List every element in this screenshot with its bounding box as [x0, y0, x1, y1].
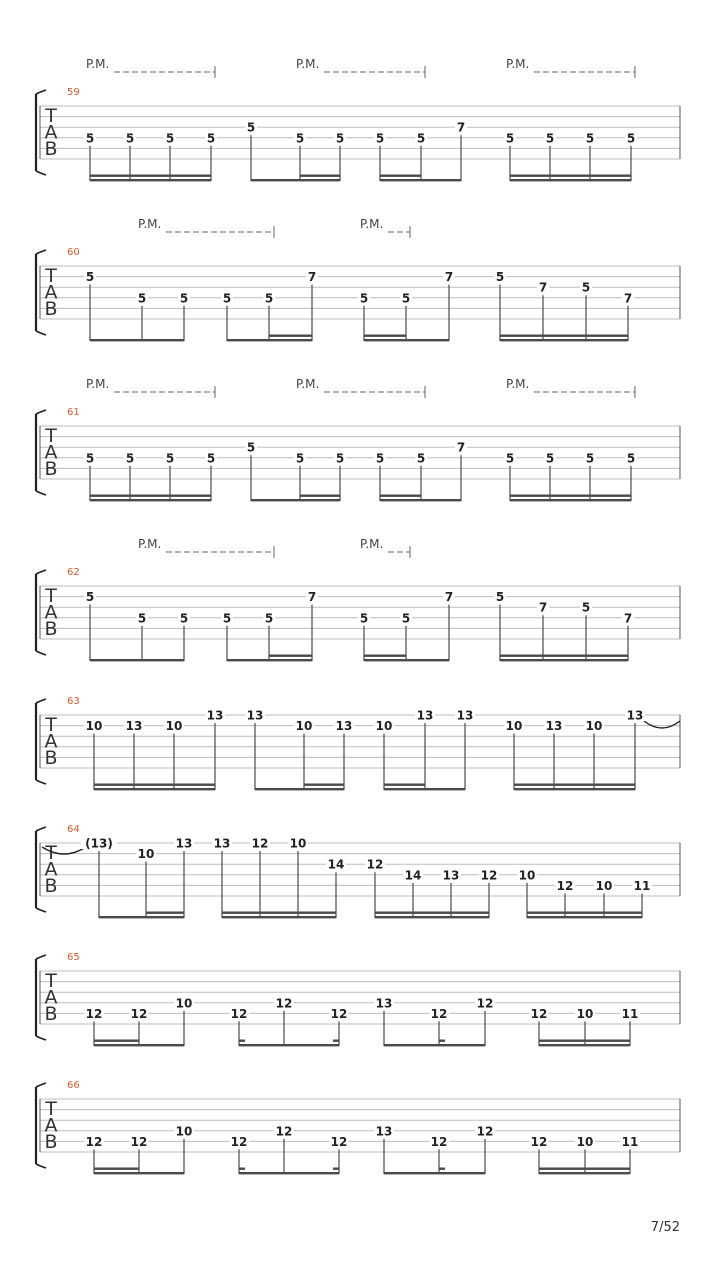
- beam-secondary: [380, 495, 421, 497]
- fret-number: 11: [621, 1006, 639, 1021]
- fret-number: 13: [175, 836, 193, 851]
- beam-primary: [94, 1044, 184, 1046]
- fret-number: 5: [179, 611, 189, 626]
- fret-number: 10: [295, 719, 313, 734]
- beam-secondary: [146, 912, 184, 914]
- beam-secondary: [300, 495, 340, 497]
- beam-secondary: [90, 495, 211, 497]
- fret-number: 5: [165, 451, 175, 466]
- tab-clef-letter: A: [44, 441, 58, 464]
- fret-number: 12: [251, 836, 269, 851]
- fret-number: 12: [85, 1134, 103, 1149]
- tab-clef-letter: A: [44, 281, 58, 304]
- bracket-bottom-hook: [36, 908, 46, 912]
- beam-primary: [90, 499, 211, 501]
- fret-number: 7: [307, 270, 317, 285]
- fret-number: (13): [85, 836, 113, 851]
- fret-number: 5: [545, 131, 555, 146]
- fret-number: 5: [335, 131, 345, 146]
- fret-number: 12: [480, 868, 498, 883]
- fret-number: 5: [416, 451, 426, 466]
- fret-number: 10: [289, 836, 307, 851]
- fret-number: 13: [416, 708, 434, 723]
- fret-number: 5: [222, 611, 232, 626]
- tab-clef-letter: B: [44, 1131, 58, 1153]
- beam-primary: [384, 788, 465, 790]
- beam-secondary: [539, 1168, 630, 1170]
- beam-secondary: [500, 335, 628, 337]
- fret-number: 13: [125, 719, 143, 734]
- fret-number: 5: [137, 291, 147, 306]
- fret-number: 5: [401, 611, 411, 626]
- fret-number: 12: [85, 1006, 103, 1021]
- beam-secondary: [300, 175, 340, 177]
- fret-number: 5: [264, 291, 274, 306]
- fret-number: 13: [375, 1124, 393, 1139]
- fret-number: 7: [456, 440, 466, 455]
- palm-mute-label: P.M.: [86, 377, 110, 391]
- beam-primary: [255, 788, 344, 790]
- fret-number: 5: [85, 270, 95, 285]
- fret-number: 7: [456, 120, 466, 135]
- fret-number: 10: [518, 868, 536, 883]
- tab-clef-letter: B: [44, 1003, 58, 1025]
- beam-secondary: [380, 175, 421, 177]
- beam-primary: [251, 179, 340, 181]
- beam-primary: [227, 659, 312, 661]
- beam-secondary: [364, 335, 406, 337]
- fret-number: 5: [222, 291, 232, 306]
- beam-primary: [94, 1172, 184, 1174]
- palm-mute-label: P.M.: [296, 377, 320, 391]
- fret-number: 5: [179, 291, 189, 306]
- bracket-top-hook: [36, 570, 46, 574]
- tab-clef-letter: T: [45, 425, 57, 447]
- palm-mute-label: P.M.: [506, 57, 530, 71]
- fret-number: 12: [476, 996, 494, 1011]
- measure-number: 66: [67, 1080, 80, 1091]
- beam-secondary: [364, 655, 406, 657]
- fret-number: 5: [246, 440, 256, 455]
- beam-primary: [239, 1044, 339, 1046]
- fret-number: 7: [538, 600, 548, 615]
- fret-number: 10: [585, 719, 603, 734]
- bracket-bottom-hook: [36, 651, 46, 655]
- fret-number: 5: [581, 600, 591, 615]
- measure-number: 60: [67, 247, 80, 258]
- measure-number: 64: [67, 824, 80, 835]
- page-number: 7/52: [650, 1220, 680, 1235]
- beam-primary: [90, 659, 184, 661]
- tab-clef-letter: A: [44, 730, 58, 753]
- fret-number: 5: [505, 131, 515, 146]
- beam-primary: [384, 1044, 485, 1046]
- palm-mute-label: P.M.: [360, 217, 384, 231]
- beam-secondary: [539, 1040, 630, 1042]
- fret-number: 12: [330, 1006, 348, 1021]
- tab-clef-letter: A: [44, 121, 58, 144]
- fret-number: 5: [206, 451, 216, 466]
- palm-mute-label: P.M.: [86, 57, 110, 71]
- fret-number: 5: [505, 451, 515, 466]
- beam-secondary: [94, 1040, 139, 1042]
- beam-primary: [239, 1172, 339, 1174]
- beam-secondary: [269, 655, 312, 657]
- beam-primary: [90, 339, 184, 341]
- beam-primary: [380, 179, 461, 181]
- fret-number: 5: [585, 131, 595, 146]
- beam-primary: [375, 916, 489, 918]
- beam-secondary: [514, 784, 635, 786]
- fret-number: 10: [576, 1134, 594, 1149]
- fret-number: 13: [206, 708, 224, 723]
- fret-number: 13: [246, 708, 264, 723]
- bracket-top-hook: [36, 410, 46, 414]
- beam-secondary: [222, 912, 336, 914]
- beam-primary: [384, 1172, 485, 1174]
- fret-number: 5: [295, 131, 305, 146]
- fret-number: 5: [359, 611, 369, 626]
- fret-number: 14: [404, 868, 422, 883]
- fret-number: 7: [538, 280, 548, 295]
- beam-primary: [251, 499, 340, 501]
- beam-primary: [90, 179, 211, 181]
- beam-secondary: [510, 175, 631, 177]
- fret-number: 5: [335, 451, 345, 466]
- bracket-bottom-hook: [36, 1036, 46, 1040]
- beam-primary: [94, 788, 215, 790]
- tab-clef-letter: B: [44, 138, 58, 160]
- fret-number: 13: [375, 996, 393, 1011]
- fret-number: 12: [430, 1134, 448, 1149]
- tab-clef-letter: A: [44, 986, 58, 1009]
- beam-primary: [510, 499, 631, 501]
- tab-clef-letter: B: [44, 747, 58, 769]
- tab-clef-letter: T: [45, 970, 57, 992]
- fret-number: 5: [626, 451, 636, 466]
- bracket-top-hook: [36, 827, 46, 831]
- tab-clef-letter: T: [45, 1098, 57, 1120]
- beam-primary: [539, 1172, 630, 1174]
- fret-number: 5: [545, 451, 555, 466]
- fret-number: 10: [175, 1124, 193, 1139]
- beam-primary: [380, 499, 461, 501]
- palm-mute-label: P.M.: [138, 537, 162, 551]
- tab-clef-letter: T: [45, 265, 57, 287]
- beam-stub: [333, 1168, 339, 1170]
- fret-number: 7: [444, 590, 454, 605]
- tab-clef-letter: T: [45, 585, 57, 607]
- bracket-bottom-hook: [36, 1164, 46, 1168]
- fret-number: 12: [230, 1006, 248, 1021]
- beam-stub: [239, 1168, 245, 1170]
- fret-number: 5: [295, 451, 305, 466]
- fret-number: 5: [375, 131, 385, 146]
- fret-number: 5: [585, 451, 595, 466]
- beam-secondary: [527, 912, 642, 914]
- fret-number: 7: [307, 590, 317, 605]
- fret-number: 5: [137, 611, 147, 626]
- beam-primary: [99, 916, 184, 918]
- fret-number: 10: [375, 719, 393, 734]
- palm-mute-label: P.M.: [360, 537, 384, 551]
- palm-mute-label: P.M.: [138, 217, 162, 231]
- fret-number: 13: [545, 719, 563, 734]
- palm-mute-label: P.M.: [296, 57, 320, 71]
- beam-primary: [500, 339, 628, 341]
- tab-clef-letter: A: [44, 1114, 58, 1137]
- fret-number: 5: [206, 131, 216, 146]
- tab-clef-letter: A: [44, 858, 58, 881]
- fret-number: 5: [626, 131, 636, 146]
- bracket-bottom-hook: [36, 780, 46, 784]
- fret-number: 10: [175, 996, 193, 1011]
- beam-secondary: [510, 495, 631, 497]
- tab-clef-letter: B: [44, 618, 58, 640]
- fret-number: 5: [359, 291, 369, 306]
- beam-primary: [500, 659, 628, 661]
- tab-clef-letter: T: [45, 714, 57, 736]
- fret-number: 5: [85, 131, 95, 146]
- fret-number: 5: [165, 131, 175, 146]
- beam-primary: [364, 339, 449, 341]
- fret-number: 5: [401, 291, 411, 306]
- fret-number: 14: [327, 857, 345, 872]
- fret-number: 13: [456, 708, 474, 723]
- bracket-bottom-hook: [36, 491, 46, 495]
- beam-secondary: [94, 1168, 139, 1170]
- bracket-bottom-hook: [36, 171, 46, 175]
- beam-primary: [227, 339, 312, 341]
- fret-number: 11: [621, 1134, 639, 1149]
- beam-primary: [510, 179, 631, 181]
- fret-number: 5: [85, 451, 95, 466]
- bracket-top-hook: [36, 699, 46, 703]
- beam-primary: [527, 916, 642, 918]
- fret-number: 12: [476, 1124, 494, 1139]
- bracket-top-hook: [36, 250, 46, 254]
- beam-stub: [239, 1040, 245, 1042]
- fret-number: 12: [530, 1134, 548, 1149]
- fret-number: 10: [137, 847, 155, 862]
- fret-number: 5: [246, 120, 256, 135]
- tie-out-curve: [644, 721, 680, 728]
- beam-secondary: [90, 175, 211, 177]
- beam-stub: [333, 1040, 339, 1042]
- beam-primary: [539, 1044, 630, 1046]
- fret-number: 12: [366, 857, 384, 872]
- beam-secondary: [375, 912, 489, 914]
- beam-primary: [364, 659, 449, 661]
- bracket-bottom-hook: [36, 331, 46, 335]
- fret-number: 12: [275, 996, 293, 1011]
- measure-number: 59: [67, 87, 80, 98]
- fret-number: 7: [623, 291, 633, 306]
- beam-stub: [439, 1168, 445, 1170]
- fret-number: 5: [375, 451, 385, 466]
- fret-number: 12: [275, 1124, 293, 1139]
- fret-number: 12: [130, 1006, 148, 1021]
- fret-number: 13: [335, 719, 353, 734]
- fret-number: 5: [85, 590, 95, 605]
- beam-primary: [222, 916, 336, 918]
- tab-clef-letter: B: [44, 298, 58, 320]
- fret-number: 5: [581, 280, 591, 295]
- measure-number: 62: [67, 567, 80, 578]
- fret-number: 13: [626, 708, 644, 723]
- fret-number: 10: [85, 719, 103, 734]
- bracket-top-hook: [36, 90, 46, 94]
- tab-clef-letter: A: [44, 601, 58, 624]
- beam-secondary: [269, 335, 312, 337]
- fret-number: 12: [230, 1134, 248, 1149]
- fret-number: 5: [416, 131, 426, 146]
- palm-mute-label: P.M.: [506, 377, 530, 391]
- beam-stub: [439, 1040, 445, 1042]
- fret-number: 12: [330, 1134, 348, 1149]
- tab-clef-letter: T: [45, 105, 57, 127]
- beam-secondary: [500, 655, 628, 657]
- beam-secondary: [384, 784, 425, 786]
- beam-secondary: [94, 784, 215, 786]
- fret-number: 5: [125, 131, 135, 146]
- fret-number: 11: [633, 878, 651, 893]
- tab-clef-letter: T: [45, 842, 57, 864]
- measure-number: 65: [67, 952, 80, 963]
- fret-number: 5: [495, 590, 505, 605]
- fret-number: 12: [430, 1006, 448, 1021]
- fret-number: 12: [130, 1134, 148, 1149]
- tab-clef-letter: B: [44, 458, 58, 480]
- measure-number: 61: [67, 407, 80, 418]
- bracket-top-hook: [36, 1083, 46, 1087]
- fret-number: 7: [444, 270, 454, 285]
- tab-clef-letter: B: [44, 875, 58, 897]
- fret-number: 7: [623, 611, 633, 626]
- fret-number: 10: [505, 719, 523, 734]
- fret-number: 12: [530, 1006, 548, 1021]
- bracket-top-hook: [36, 955, 46, 959]
- fret-number: 13: [442, 868, 460, 883]
- fret-number: 10: [595, 878, 613, 893]
- fret-number: 13: [213, 836, 231, 851]
- fret-number: 10: [576, 1006, 594, 1021]
- fret-number: 5: [264, 611, 274, 626]
- fret-number: 5: [125, 451, 135, 466]
- fret-number: 10: [165, 719, 183, 734]
- measure-number: 63: [67, 696, 80, 707]
- fret-number: 5: [495, 270, 505, 285]
- fret-number: 12: [556, 878, 574, 893]
- beam-secondary: [304, 784, 344, 786]
- beam-primary: [514, 788, 635, 790]
